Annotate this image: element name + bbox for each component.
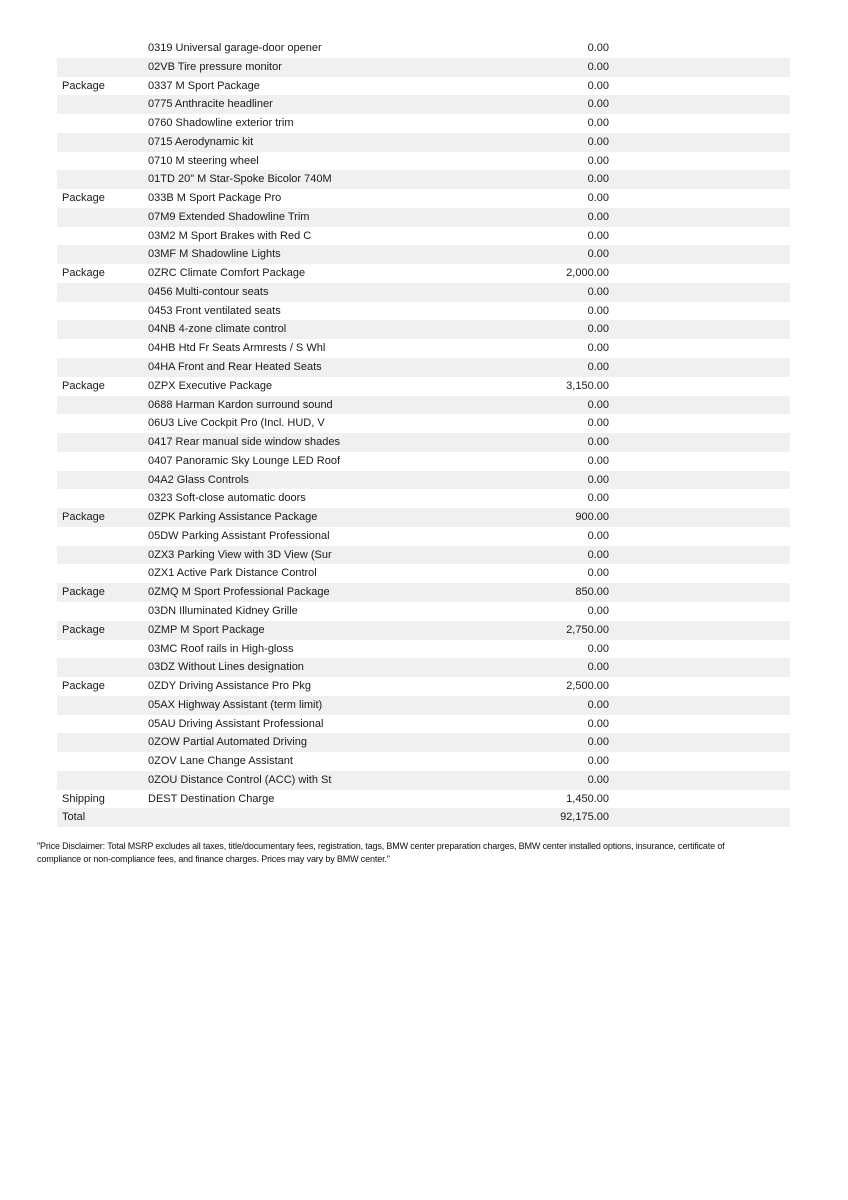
table-row: [57, 621, 790, 640]
row-item-text: 05AX Highway Assistant (term limit): [148, 698, 323, 711]
row-price: 900.00: [575, 511, 609, 524]
table-row: [57, 245, 790, 264]
table-row: [57, 414, 790, 433]
row-price: 0.00: [587, 661, 609, 674]
row-type-label: Package: [62, 79, 105, 92]
row-type-label: Package: [62, 623, 105, 636]
table-row: [57, 790, 790, 809]
table-row: [57, 452, 790, 471]
row-item-text: 04HB Htd Fr Seats Armrests / S Whl: [148, 342, 326, 355]
table-row: [57, 808, 790, 827]
row-price: 0.00: [587, 229, 609, 242]
row-price: 0.00: [587, 604, 609, 617]
table-row: [57, 489, 790, 508]
row-price: 0.00: [587, 417, 609, 430]
row-item-text: DEST Destination Charge: [148, 792, 275, 805]
row-type-label: Package: [62, 192, 105, 205]
row-item-text: 03M2 M Sport Brakes with Red C: [148, 229, 312, 242]
row-price: 0.00: [587, 342, 609, 355]
table-row: [57, 396, 790, 415]
row-item-text: 0ZX1 Active Park Distance Control: [148, 567, 317, 580]
table-row: [57, 715, 790, 734]
row-item-text: 03MC Roof rails in High-gloss: [148, 642, 294, 655]
price-disclaimer-line-1: "Price Disclaimer: Total MSRP excludes all taxes, title/documentary fees, registration, tags, BMW center preparation charges, BMW center installed options, insurance, certificate of: [37, 841, 725, 851]
row-item-text: 0ZPK Parking Assistance Package: [148, 511, 318, 524]
row-price: 850.00: [575, 586, 609, 599]
row-item-text: 02VB Tire pressure monitor: [148, 60, 282, 73]
price-disclaimer: [37, 840, 832, 865]
table-row: [57, 602, 790, 621]
table-row: [57, 283, 790, 302]
row-price: 0.00: [587, 398, 609, 411]
row-price: 0.00: [587, 323, 609, 336]
table-row: [57, 752, 790, 771]
row-item-text: 0453 Front ventilated seats: [148, 304, 281, 317]
row-price: 0.00: [587, 361, 609, 374]
row-item-text: 04HA Front and Rear Heated Seats: [148, 361, 322, 374]
row-item-text: 0ZOW Partial Automated Driving: [148, 736, 307, 749]
row-type-label: Shipping: [62, 792, 105, 805]
price-disclaimer-line-2: compliance or non-compliance fees, and finance charges. Prices may vary by BMW center.": [37, 853, 390, 864]
row-price: 0.00: [587, 304, 609, 317]
row-price: 0.00: [587, 154, 609, 167]
row-price: 0.00: [587, 698, 609, 711]
row-price: 0.00: [587, 755, 609, 768]
row-item-text: 05DW Parking Assistant Professional: [148, 529, 330, 542]
row-item-text: 0715 Aerodynamic kit: [148, 135, 254, 148]
row-item-text: 06U3 Live Cockpit Pro (Incl. HUD, V: [148, 417, 325, 430]
row-price: 0.00: [587, 548, 609, 561]
row-price: 0.00: [587, 173, 609, 186]
row-type-label: Total: [62, 811, 86, 824]
row-item-text: 0ZDY Driving Assistance Pro Pkg: [148, 680, 312, 693]
row-item-text: 0ZOU Distance Control (ACC) with St: [148, 773, 332, 786]
table-row: [57, 564, 790, 583]
row-item-text: 03MF M Shadowline Lights: [148, 248, 281, 261]
row-price: 92,175.00: [560, 811, 609, 824]
row-price: 0.00: [587, 135, 609, 148]
table-row: [57, 114, 790, 133]
row-price: 3,150.00: [566, 379, 609, 392]
table-row: [57, 733, 790, 752]
row-item-text: 04NB 4-zone climate control: [148, 323, 287, 336]
table-row: [57, 658, 790, 677]
options-price-table: [57, 39, 790, 827]
row-type-label: Package: [62, 586, 105, 599]
row-item-text: 0ZPX Executive Package: [148, 379, 273, 392]
table-row: [57, 677, 790, 696]
row-price: 0.00: [587, 717, 609, 730]
row-price: 1,450.00: [566, 792, 609, 805]
table-row: [57, 302, 790, 321]
row-item-text: 0407 Panoramic Sky Lounge LED Roof: [148, 454, 341, 467]
row-price: 2,500.00: [566, 680, 609, 693]
table-row: [57, 227, 790, 246]
row-type-label: Package: [62, 267, 105, 280]
table-row: [57, 696, 790, 715]
row-price: 0.00: [587, 567, 609, 580]
row-item-text: 03DZ Without Lines designation: [148, 661, 304, 674]
table-row: [57, 189, 790, 208]
table-row: [57, 320, 790, 339]
row-type-label: Package: [62, 379, 105, 392]
row-type-label: Package: [62, 680, 105, 693]
table-row: [57, 77, 790, 96]
table-row: [57, 771, 790, 790]
row-price: 2,750.00: [566, 623, 609, 636]
table-row: [57, 471, 790, 490]
row-price: 0.00: [587, 79, 609, 92]
row-price: 0.00: [587, 736, 609, 749]
row-price: 0.00: [587, 454, 609, 467]
table-row: [57, 39, 790, 58]
row-item-text: 0775 Anthracite headliner: [148, 98, 273, 111]
table-row: [57, 264, 790, 283]
table-row: [57, 508, 790, 527]
row-price: 0.00: [587, 117, 609, 130]
table-row: [57, 133, 790, 152]
row-price: 0.00: [587, 192, 609, 205]
row-price: 0.00: [587, 492, 609, 505]
table-row: [57, 58, 790, 77]
row-type-label: Package: [62, 511, 105, 524]
row-price: 0.00: [587, 529, 609, 542]
row-item-text: 0337 M Sport Package: [148, 79, 260, 92]
row-item-text: 0ZRC Climate Comfort Package: [148, 267, 306, 280]
table-row: [57, 377, 790, 396]
table-row: [57, 152, 790, 171]
row-price: 0.00: [587, 248, 609, 261]
table-row: [57, 95, 790, 114]
row-price: 0.00: [587, 642, 609, 655]
row-item-text: 03DN Illuminated Kidney Grille: [148, 604, 298, 617]
row-item-text: 0710 M steering wheel: [148, 154, 259, 167]
table-row: [57, 170, 790, 189]
row-item-text: 04A2 Glass Controls: [148, 473, 249, 486]
row-price: 0.00: [587, 60, 609, 73]
row-item-text: 0417 Rear manual side window shades: [148, 436, 341, 449]
table-row: [57, 546, 790, 565]
row-price: 2,000.00: [566, 267, 609, 280]
table-row: [57, 208, 790, 227]
row-item-text: 033B M Sport Package Pro: [148, 192, 282, 205]
row-price: 0.00: [587, 473, 609, 486]
row-price: 0.00: [587, 42, 609, 54]
row-item-text: 0688 Harman Kardon surround sound: [148, 398, 333, 411]
row-item-text: 0760 Shadowline exterior trim: [148, 117, 294, 130]
row-price: 0.00: [587, 210, 609, 223]
table-row: [57, 583, 790, 602]
row-price: 0.00: [587, 98, 609, 111]
table-row: [57, 640, 790, 659]
table-row: [57, 527, 790, 546]
row-price: 0.00: [587, 285, 609, 298]
row-item-text: 07M9 Extended Shadowline Trim: [148, 210, 310, 223]
row-price: 0.00: [587, 773, 609, 786]
row-item-text: 0323 Soft-close automatic doors: [148, 492, 306, 505]
row-item-text: 0ZMQ M Sport Professional Package: [148, 586, 330, 599]
table-row: [57, 339, 790, 358]
row-item-text: 05AU Driving Assistant Professional: [148, 717, 324, 730]
row-item-text: 01TD 20" M Star-Spoke Bicolor 740M: [148, 173, 332, 186]
row-item-text: 0ZX3 Parking View with 3D View (Sur: [148, 548, 332, 561]
row-item-text: 0456 Multi-contour seats: [148, 285, 269, 298]
row-item-text: 0319 Universal garage-door opener: [148, 42, 322, 54]
row-item-text: 0ZOV Lane Change Assistant: [148, 755, 293, 768]
table-row: [57, 433, 790, 452]
row-item-text: 0ZMP M Sport Package: [148, 623, 265, 636]
table-row: [57, 358, 790, 377]
row-price: 0.00: [587, 436, 609, 449]
